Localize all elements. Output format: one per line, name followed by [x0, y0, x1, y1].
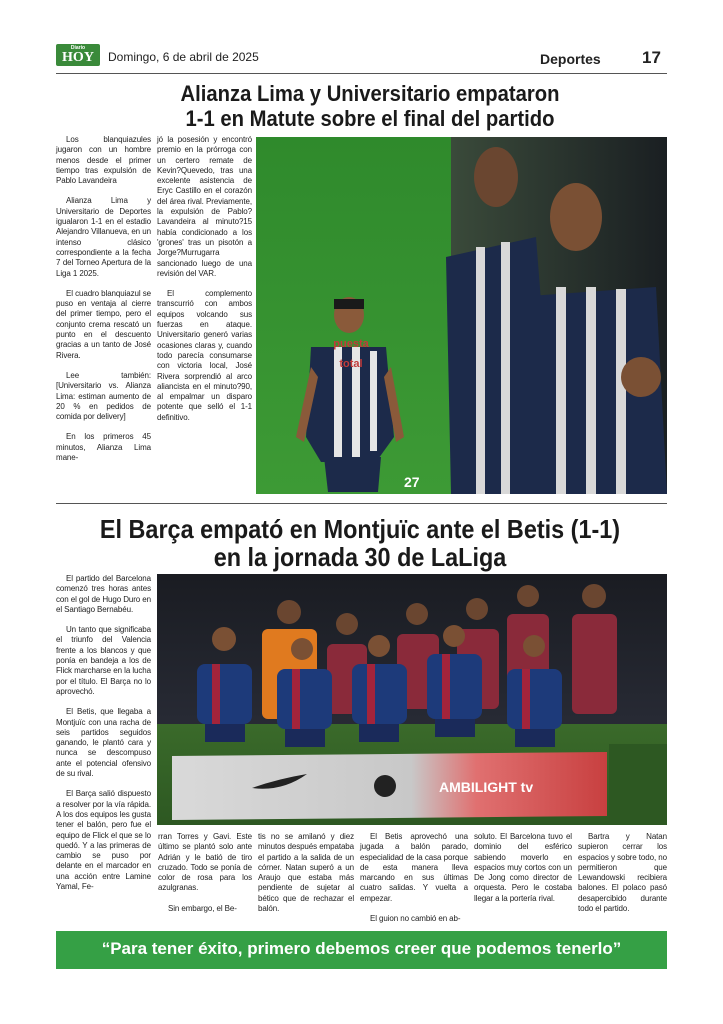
shirt-sponsor-text: puesta	[333, 338, 369, 350]
article2-paragraph: Un tanto que significaba el triunfo del Valencia frente a los blancos y que ponía en bandeja a los de Flick marcharse en la lucha por el título. El Barça no lo aprovechó.	[56, 625, 151, 696]
article2-headline	[90, 515, 630, 571]
article2-column-5	[474, 832, 572, 914]
article2-paragraph: soluto. El Barcelona tuvo el dominio del esférico sabiendo moverlo en espacios muy cortos con un De Jong como director de orquesta. Pero le costaba llegar a la portería rival.	[474, 832, 572, 903]
article2-paragraph: El Barça salió dispuesto a resolver por la vía rápida. A los dos equipos les gusta tener el balón, pero fue el equipo de Flick el que se lo quedó. Y a las primeras de cambio se puso por delante en el marcador en una acción entre Lamine Yamal, Fe-	[56, 789, 151, 892]
issue-date: Domingo, 6 de abril de 2025	[108, 50, 259, 64]
article1-headline-line1: Alianza Lima y Universitario empataron	[180, 81, 560, 106]
article1-headline	[158, 81, 581, 131]
page-number: 17	[642, 48, 661, 67]
article2-column-4	[360, 832, 468, 934]
article1-paragraph: jó la posesión y encontró premio en la prórroga con un certero remate de Kevin?Quevedo, tras una excelente asistencia de Eryc Castillo en el corazón del área rival. Previamente, la expulsión de Pablo?Lavandeira al minuto?15 había condicionado a los 'grones' tras un pisotón a Jorge?Murrugarra sancionado luego de una revisión del VAR.	[157, 135, 252, 278]
shirt-sponsor-text: total	[339, 358, 363, 370]
newspaper-logo	[56, 44, 100, 66]
quote-banner	[56, 931, 667, 969]
quote-text: “Para tener éxito, primero debemos creer que podemos tenerlo”	[101, 939, 622, 958]
header-divider	[56, 73, 667, 74]
logo-small-text: Diario	[70, 45, 86, 51]
article2-paragraph: El guion no cambió en ab-	[370, 914, 461, 924]
article1-photo	[256, 137, 667, 494]
article2-paragraph: Sin embargo, el Be-	[168, 903, 237, 913]
article1-paragraph: El complemento transcurrió con ambos equipos volcando sus fuerzas en ataque. Universitario generó varias ocasiones claras y, cuando todo parecía consumarse con victoria local, José Rivera sorprendió al arco aliancista en el minuto?90, al empalmar un disparo potente que selló el 1-1 definitivo.	[157, 289, 252, 422]
team-photo-image	[157, 574, 667, 825]
article1-paragraph: Los blanquiazules jugaron con un hombre menos desde el primer tiempo tras expulsión de Pablo Lavandeira	[56, 135, 151, 186]
article2-headline-line1: El Barça empató en Montjuïc ante el Betis (1-1)	[99, 514, 621, 544]
article1-column-2	[157, 135, 252, 433]
article2-paragraph: El partido del Barcelona comenzó tres horas antes con el gol de Hugo Duro en el Santiago Bernabéu.	[56, 574, 151, 614]
article1-paragraph: En los primeros 45 minutos, Alianza Lima mane-	[56, 432, 151, 463]
football-players-image	[256, 137, 667, 494]
article1-paragraph: Alianza Lima y Universitario de Deportes igualaron 1-1 en el estadio Alejandro Villanueva, en un intenso clásico correspondiente a la fecha 7 del Torneo Apertura de la Liga 1 2025.	[56, 196, 151, 278]
article2-column-3	[258, 832, 354, 924]
article1-column-1	[56, 135, 151, 473]
article2-column-2	[158, 832, 252, 924]
article2-column-1	[56, 574, 151, 902]
article1-paragraph: El cuadro blanquiazul se puso en ventaja al cierre del primer tiempo, pero el conjunto crema rescató un punto en el descuento gracias a un tanto de José Rivera.	[56, 288, 151, 360]
article1-headline-line2: 1-1 en Matute sobre el final del partido	[185, 106, 555, 131]
section-title: Deportes	[540, 51, 601, 67]
article1-paragraph: Lee también: [Universitario vs. Alianza Lima: estiman aumento de 20 % en pedidos de comida por delivery]	[56, 370, 151, 422]
article2-photo	[157, 574, 667, 825]
article2-column-6	[578, 832, 667, 924]
article2-paragraph: Bartra y Natan supieron cerrar los espacios y sobre todo, no permitieron que Lewandowski recibiera balones. El polaco pasó desapercibido durante todo el partido.	[578, 832, 667, 914]
article2-paragraph: El Betis, que llegaba a Montjuïc con una racha de seis partidos seguidos ganando, le plantó cara y nunca se descompuso ante el potencial ofensivo de su rival.	[56, 707, 151, 779]
article2-paragraph: tis no se amilanó y diez minutos después empataba el partido a la salida de un córner. Natan superó a un Araujo que estaba más pendiente de sujetar al bético que de rechazar el balón.	[258, 832, 354, 914]
article2-paragraph: rran Torres y Gavi. Este último se plantó solo ante Adrián y le batió de tiro cruzado. Todo se ponía de color de rosa para los azulgranas.	[158, 832, 252, 893]
ad-board-text: AMBILIGHT tv	[439, 779, 534, 795]
article-divider	[56, 503, 667, 504]
article2-paragraph: El Betis aprovechó una jugada a balón parado, especialidad de la casa porque de esta manera lleva marcando en sus últimas cuatro salidas. Y vuelta a empezar.	[360, 832, 468, 903]
article2-headline-line2: en la jornada 30 de LaLiga	[213, 542, 507, 572]
logo-text: HOY	[62, 50, 94, 65]
shirt-number: 27	[404, 474, 420, 490]
